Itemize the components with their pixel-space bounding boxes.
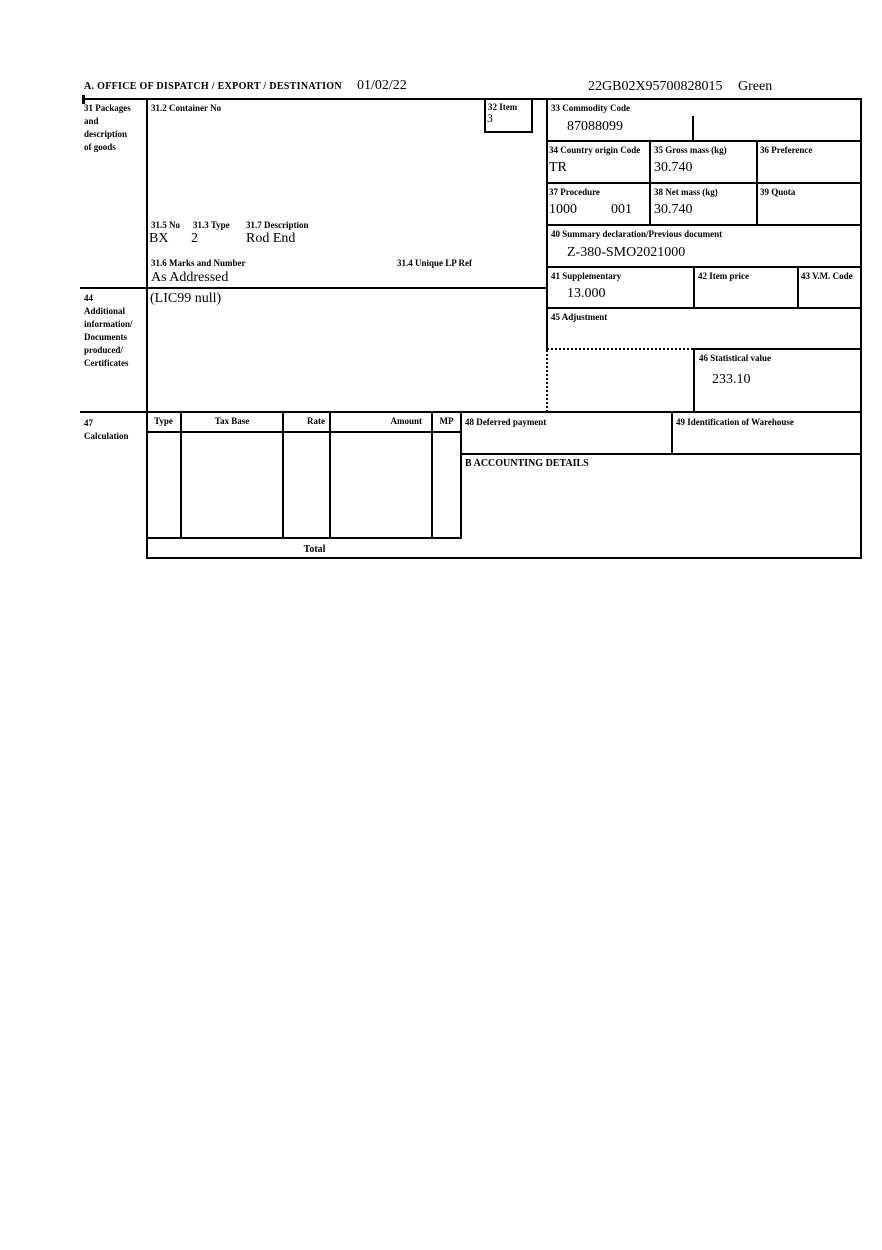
box34-value: TR	[549, 160, 567, 175]
box46-value: 233.10	[712, 372, 751, 387]
box35-value: 30.740	[654, 160, 693, 175]
box33-value: 87088099	[567, 119, 623, 134]
box44-label: 44 Additional information/ Documents produced/ Certificates	[84, 293, 133, 368]
divider-31-44	[80, 287, 547, 289]
divider-41-45	[546, 307, 862, 309]
dotted-divider-horizontal	[547, 348, 693, 350]
divider-48-49	[671, 412, 673, 455]
accounting-details-label: B ACCOUNTING DETAILS	[465, 458, 589, 469]
calc-col-mp-right	[460, 412, 462, 539]
mrn-number: 22GB02X95700828015	[588, 79, 723, 94]
box47-label: 47 Calculation	[84, 418, 129, 441]
box31-5-value: BX	[149, 231, 169, 246]
box42-label: 42 Item price	[698, 271, 749, 281]
acceptance-date: 01/02/22	[357, 78, 407, 93]
divider-44-47	[80, 411, 862, 413]
box32-label: 32 Item	[488, 102, 518, 112]
border-bottom	[146, 557, 862, 559]
box38-label: 38 Net mass (kg)	[654, 187, 718, 197]
box46-label: 46 Statistical value	[699, 353, 771, 363]
border-46-left	[693, 348, 695, 413]
box31-6-label: 31.6 Marks and Number	[151, 258, 246, 268]
box39-label: 39 Quota	[760, 187, 796, 197]
divider-41-42	[693, 266, 695, 309]
box36-label: 36 Preference	[760, 145, 813, 155]
border-right	[860, 98, 862, 559]
dotted-divider-vertical	[546, 350, 548, 412]
commodity-code-tick	[692, 116, 694, 140]
divider-48-accounting	[460, 453, 862, 455]
divider-34-37	[546, 182, 862, 184]
box31-7-label: 31.7 Description	[246, 220, 309, 230]
box35-label: 35 Gross mass (kg)	[654, 145, 727, 155]
box33-label: 33 Commodity Code	[551, 103, 630, 113]
divider-40-41	[546, 266, 862, 268]
box31-7-value: Rod End	[246, 231, 296, 246]
divider-45-46	[693, 348, 862, 350]
calc-total-label: Total	[303, 544, 326, 555]
border-label-column	[146, 98, 148, 559]
box43-label: 43 V.M. Code	[801, 271, 853, 281]
box31-4-label: 31.4 Unique LP Ref	[397, 258, 473, 268]
calc-header-taxbase: Tax Base	[214, 416, 250, 426]
box37-label: 37 Procedure	[549, 187, 600, 197]
box48-label: 48 Deferred payment	[465, 417, 547, 427]
box31-2-label: 31.2 Container No	[151, 103, 222, 113]
calc-header-rate: Rate	[307, 416, 325, 426]
divider-35-36	[756, 140, 758, 224]
box37-value-2: 001	[611, 202, 632, 217]
box31-6-value: As Addressed	[151, 270, 229, 285]
box31-label: 31 Packages and description of goods	[84, 103, 131, 152]
box38-value: 30.740	[654, 202, 693, 217]
box41-label: 41 Supplementary	[551, 271, 622, 281]
divider-42-43	[797, 266, 799, 309]
box32-value: 3	[487, 111, 493, 125]
border-top	[82, 98, 862, 100]
box40-value: Z-380-SMO2021000	[567, 245, 686, 260]
box34-label: 34 Country origin Code	[549, 145, 641, 155]
box31-3-value: 2	[191, 231, 198, 246]
box31-3-label: 31.3 Type	[193, 220, 230, 230]
divider-34-35	[649, 140, 651, 224]
calc-header-amount: Amount	[390, 416, 422, 426]
box45-label: 45 Adjustment	[551, 312, 608, 322]
box37-value-1: 1000	[549, 202, 577, 217]
office-of-dispatch-label: A. OFFICE OF DISPATCH / EXPORT / DESTINATION	[84, 81, 342, 92]
calc-col-type-right	[180, 412, 182, 539]
calc-col-taxbase-right	[282, 412, 284, 539]
calc-header-divider	[146, 431, 462, 433]
box44-value: (LIC99 null)	[150, 291, 222, 306]
calc-col-amount-right	[431, 412, 433, 539]
box41-value: 13.000	[567, 286, 606, 301]
calc-table-bottom	[146, 537, 462, 539]
routing-status: Green	[738, 79, 773, 94]
calc-col-rate-right	[329, 412, 331, 539]
divider-37-40	[546, 224, 862, 226]
box31-5-label: 31.5 No	[151, 220, 180, 230]
divider-33-34	[546, 140, 862, 142]
box49-label: 49 Identification of Warehouse	[676, 417, 794, 427]
calc-header-mp: MP	[439, 416, 454, 426]
box40-label: 40 Summary declaration/Previous document	[551, 229, 723, 239]
calc-header-type: Type	[154, 416, 173, 426]
